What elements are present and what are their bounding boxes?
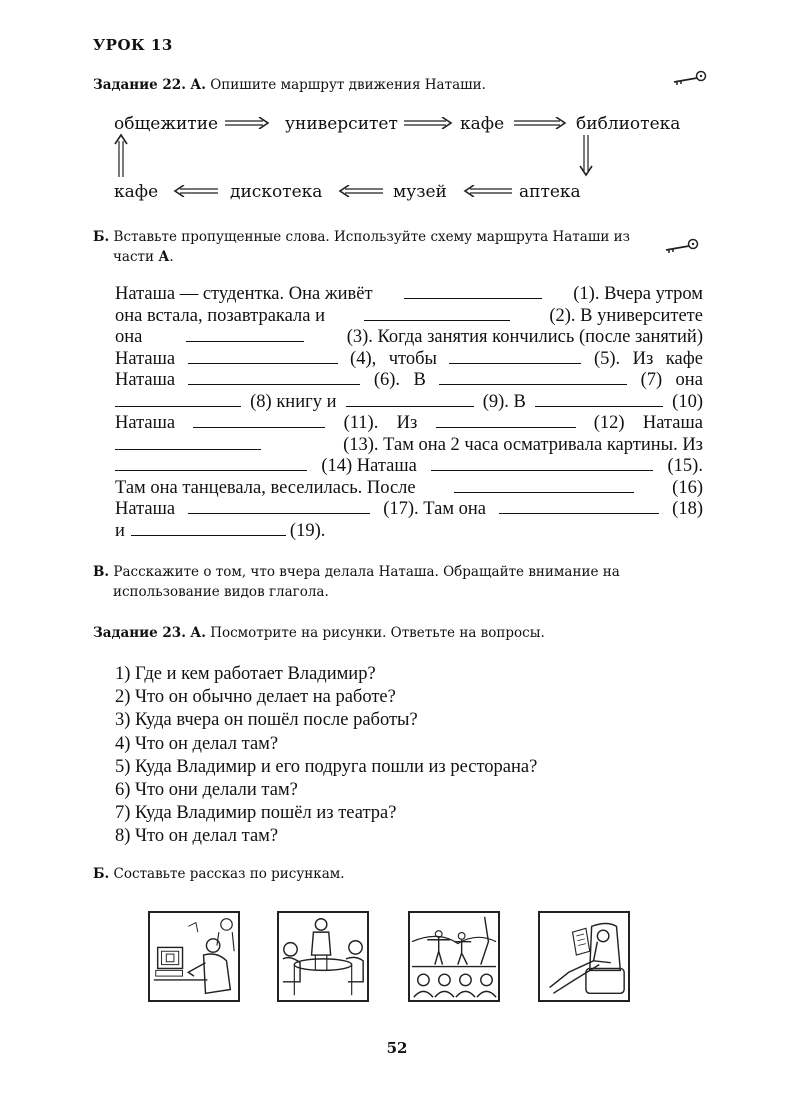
fill-line: Наташа (17). Там она (18): [115, 499, 703, 519]
question-item: 5) Куда Владимир и его подруга пошли из ресторана?: [115, 756, 538, 777]
task23-b-letter: Б.: [93, 866, 110, 882]
task22-a-letter: А.: [190, 77, 206, 93]
route-bottom-4: аптека: [519, 182, 581, 202]
blank-8[interactable]: [115, 392, 241, 407]
fill-line: Наташа (4), чтобы (5). Из кафе: [115, 348, 703, 369]
blank-7[interactable]: [439, 370, 627, 385]
task22-b-letter: Б.: [93, 229, 110, 245]
fill-line: Наташа (6). В (7) она: [115, 370, 703, 390]
task22-v-letter: В.: [93, 564, 110, 580]
theatre-illustration: [410, 913, 498, 1000]
fill-line: (13). Там она 2 часа осматривала картины. Из: [115, 435, 703, 457]
office-illustration: [150, 913, 238, 1000]
route-bottom-3: музей: [393, 182, 447, 202]
task22-v-text-2: использование видов глагола.: [113, 584, 329, 600]
arrow-up-icon: [113, 133, 129, 177]
task22-b-text-2-bold: А: [158, 249, 170, 265]
task22-a-text: Опишите маршрут движения Наташи.: [210, 77, 486, 93]
task22-b-instruction: [93, 227, 673, 267]
arrow-right-icon: [225, 117, 271, 129]
route-top-4: библиотека: [576, 114, 681, 134]
picture-office: [148, 911, 240, 1002]
blank-6[interactable]: [188, 370, 360, 385]
task23-b-text: Составьте рассказ по рисункам.: [113, 866, 345, 882]
arrow-left-icon: [462, 185, 512, 197]
page-number: 52: [386, 1039, 408, 1057]
picture-home: [538, 911, 630, 1002]
blank-15[interactable]: [431, 456, 653, 471]
task22-b-text-2: части: [113, 249, 155, 265]
fill-line: (14) Наташа (15).: [115, 456, 703, 478]
blank-12[interactable]: [436, 413, 576, 428]
arrow-down-icon: [578, 135, 594, 177]
blank-5[interactable]: [449, 349, 581, 364]
question-list: [115, 663, 537, 849]
route-top-1: общежитие: [114, 114, 219, 134]
route-bottom-2: дискотека: [230, 182, 323, 202]
task22-b-text-2-end: .: [169, 249, 174, 265]
route-top-2: университет: [285, 114, 398, 134]
task23-a-text: Посмотрите на рисунки. Ответьте на вопросы.: [210, 625, 545, 641]
question-item: 2) Что он обычно делает на работе?: [115, 687, 396, 708]
blank-13[interactable]: [115, 435, 261, 450]
fill-line: и (19).: [115, 520, 326, 541]
blank-19[interactable]: [131, 521, 286, 536]
blank-14[interactable]: [115, 456, 307, 471]
fill-line: она встала, позавтракала и (2). В университете: [115, 305, 703, 326]
fill-line: (8) книгу и (9). В (10): [115, 392, 703, 414]
task23-a-instruction: [93, 623, 545, 643]
blank-1[interactable]: [404, 284, 542, 299]
fill-in-paragraph: [115, 284, 703, 542]
question-item: 4) Что он делал там?: [115, 733, 279, 754]
fill-line: Там она танцевала, веселилась. После (16): [115, 477, 703, 498]
arrow-right-icon: [404, 117, 454, 129]
fill-line: Наташа — студентка. Она живёт (1). Вчера утром: [115, 284, 703, 304]
fill-line: Наташа (11). Из (12) Наташа: [115, 413, 703, 433]
task23-a-letter: А.: [190, 625, 206, 641]
key-icon: [664, 238, 700, 254]
blank-18[interactable]: [499, 499, 659, 514]
question-item: 1) Где и кем работает Владимир?: [115, 664, 376, 684]
question-item: 7) Куда Владимир пошёл из театра?: [115, 803, 397, 824]
blank-16[interactable]: [454, 478, 634, 493]
blank-10[interactable]: [535, 392, 663, 407]
blank-2[interactable]: [364, 306, 510, 321]
question-item: 6) Что они делали там?: [115, 780, 298, 801]
task23-b-instruction: [93, 864, 345, 884]
task23-label: Задание 23.: [93, 625, 186, 641]
task22-v-instruction: [93, 562, 693, 602]
blank-9[interactable]: [346, 392, 474, 407]
route-bottom-1: кафе: [114, 182, 159, 202]
fill-line: она (3). Когда занятия кончились (после занятий): [115, 327, 703, 347]
arrow-right-icon: [514, 117, 568, 129]
blank-3[interactable]: [186, 327, 304, 342]
task22-label: Задание 22.: [93, 77, 186, 93]
route-top-3: кафе: [460, 114, 505, 134]
task22-v-text-1: Расскажите о том, что вчера делала Наташа. Обращайте внимание на: [113, 564, 620, 580]
picture-theatre: [408, 911, 500, 1002]
arrow-left-icon: [337, 185, 383, 197]
question-item: 3) Куда вчера он пошёл после работы?: [115, 710, 418, 731]
arrow-left-icon: [172, 185, 218, 197]
task22-b-text-1: Вставьте пропущенные слова. Используйте схему маршрута Наташи из: [113, 229, 631, 245]
blank-4[interactable]: [188, 349, 338, 364]
blank-11[interactable]: [193, 413, 325, 428]
picture-restaurant: [277, 911, 369, 1002]
task22-a-instruction: [93, 75, 486, 95]
restaurant-illustration: [279, 913, 367, 1000]
question-item: 8) Что он делал там?: [115, 826, 279, 847]
key-icon: [672, 70, 708, 86]
home-reading-illustration: [540, 913, 628, 1000]
blank-17[interactable]: [188, 499, 370, 514]
lesson-heading: УРОК 13: [93, 36, 173, 54]
